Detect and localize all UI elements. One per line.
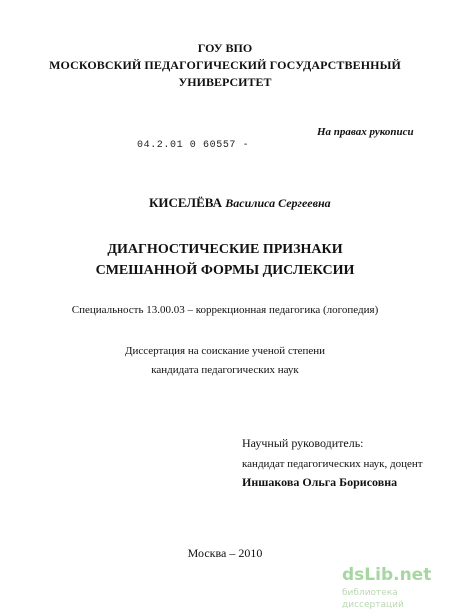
city-year: Москва – 2010: [187, 546, 263, 560]
watermark-logo: dsLib.net: [342, 565, 432, 585]
supervisor-name: Иншакова Ольга Борисовна: [242, 475, 398, 489]
supervisor-label: Научный руководитель:: [242, 436, 364, 450]
watermark: [342, 566, 446, 611]
institution-abbrev: ГОУ ВПО: [197, 41, 253, 55]
author: [149, 195, 331, 211]
author-surname: КИСЕЛЁВА: [149, 195, 223, 210]
registration-stamp: 04.2.01 0 60557 -: [137, 140, 250, 151]
watermark-subtitle: библиотека диссертаций: [342, 588, 404, 610]
author-given-names: Василиса Сергеевна: [225, 196, 331, 210]
institution-name: МОСКОВСКИЙ ПЕДАГОГИЧЕСКИЙ ГОСУДАРСТВЕННЫЙ: [49, 58, 401, 72]
specialty: Специальность 13.00.03 – коррекционная педагогика (логопедия): [71, 304, 379, 316]
degree-line-1: Диссертация на соискание ученой степени: [124, 345, 326, 357]
institution-name-cont: УНИВЕРСИТЕТ: [178, 75, 272, 89]
supervisor-degree: кандидат педагогических наук, доцент: [242, 458, 423, 470]
dissertation-title-line-1: ДИАГНОСТИЧЕСКИЕ ПРИЗНАКИ: [107, 242, 343, 257]
degree-line-2: кандидата педагогических наук: [151, 364, 299, 376]
dissertation-title-line-2: СМЕШАННОЙ ФОРМЫ ДИСЛЕКСИИ: [95, 263, 355, 278]
manuscript-rights: На правах рукописи: [317, 126, 414, 138]
